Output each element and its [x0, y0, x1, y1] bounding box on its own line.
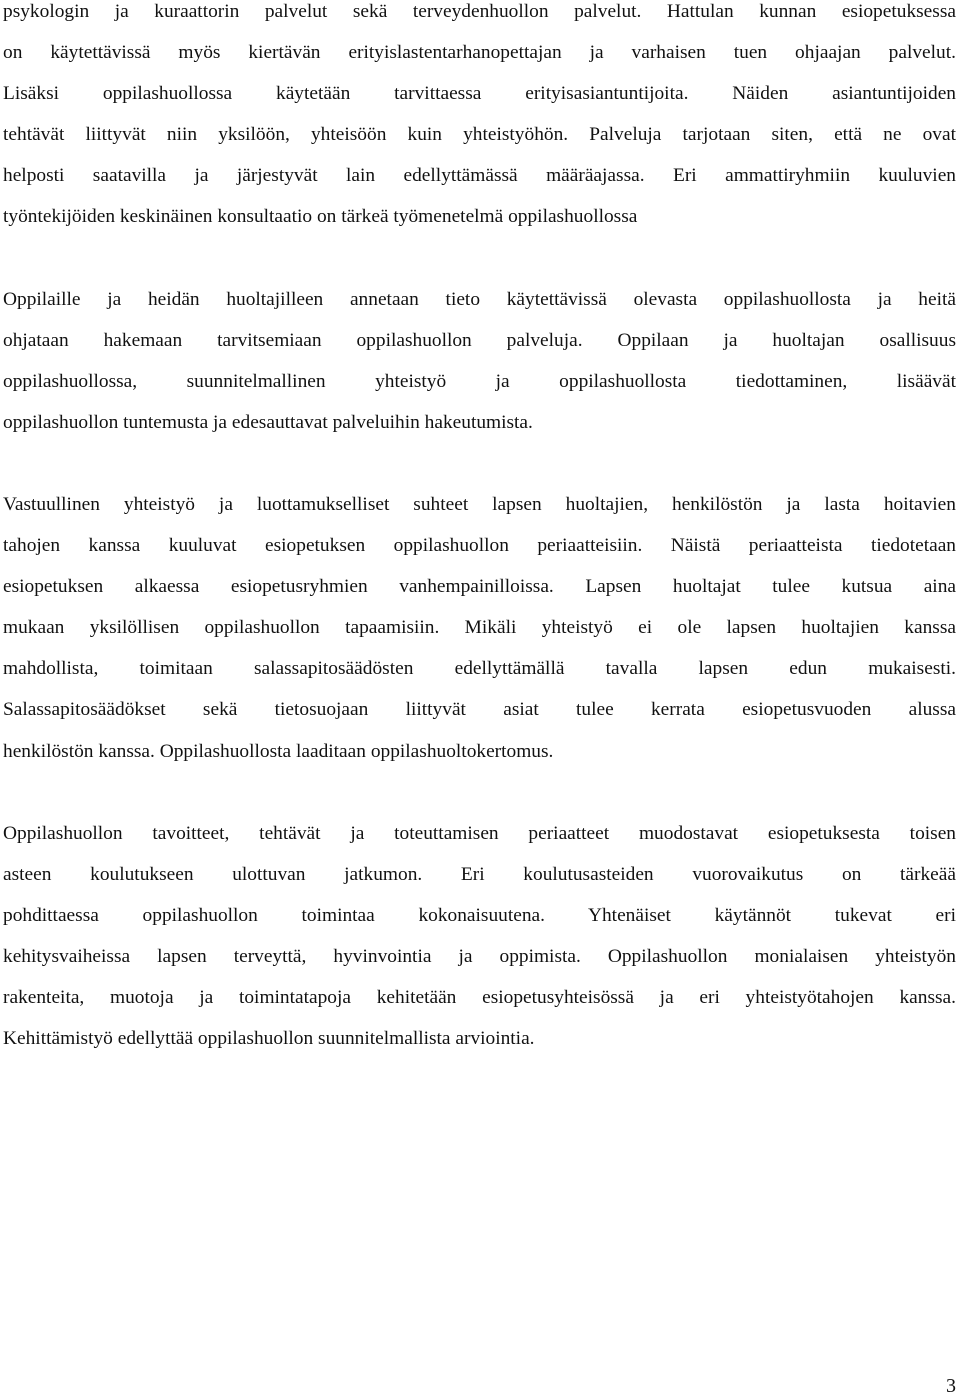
text-line: helposti saatavilla ja järjestyvät lain edellyttämässä määräajassa. Eri ammattiryhmiin kuuluvien [3, 165, 956, 187]
paragraph-goals-and-development [3, 813, 956, 1060]
document-body [3, 0, 956, 1059]
paragraph-confidential-cooperation [3, 484, 956, 772]
paragraph-spacer [3, 238, 956, 279]
text-line: pohdittaessa oppilashuollon toimintaa kokonaisuutena. Yhtenäiset käytännöt tukevat eri [3, 904, 956, 926]
text-line: Oppilashuollon tavoitteet, tehtävät ja toteuttamisen periaatteet muodostavat esiopetuksesta toisen [3, 822, 956, 844]
text-line: Oppilaille ja heidän huoltajilleen annetaan tieto käytettävissä olevasta oppilashuollosta ja heitä [3, 288, 956, 310]
text-line: mahdollista, toimitaan salassapitosäädösten edellyttämällä tavalla lapsen edun mukaisesti. [3, 658, 956, 680]
text-line: esiopetuksen alkaessa esiopetusryhmien vanhempainilloissa. Lapsen huoltajat tulee kutsua aina [3, 576, 956, 598]
text-line: työntekijöiden keskinäinen konsultaatio on tärkeä työmenetelmä oppilashuollossa [3, 206, 638, 228]
text-line: Kehittämistyö edellyttää oppilashuollon suunnitelmallista arviointia. [3, 1028, 535, 1050]
paragraph-spacer [3, 443, 956, 484]
text-line: ohjataan hakemaan tarvitsemiaan oppilashuollon palveluja. Oppilaan ja huoltajan osallisuus [3, 329, 956, 351]
text-line: Salassapitosäädökset sekä tietosuojaan liittyvät asiat tulee kerrata esiopetusvuoden alussa [3, 699, 956, 721]
text-line: tahojen kanssa kuuluvat esiopetuksen oppilashuollon periaatteisiin. Näistä periaatteista tiedotetaan [3, 535, 956, 557]
text-line: asteen koulutukseen ulottuvan jatkumon. Eri koulutusasteiden vuorovaikutus on tärkeää [3, 863, 956, 885]
text-line: oppilashuollon tuntemusta ja edesauttavat palveluihin hakeutumista. [3, 411, 533, 433]
text-line: psykologin ja kuraattorin palvelut sekä terveydenhuollon palvelut. Hattulan kunnan esiopetuksessa [3, 1, 956, 22]
paragraph-spacer [3, 772, 956, 813]
paragraph-student-welfare-services [3, 0, 956, 238]
text-line: mukaan yksilöllisen oppilashuollon tapaamisiin. Mikäli yhteistyö ei ole lapsen huoltajien kanssa [3, 617, 956, 639]
text-line: rakenteita, muotoja ja toimintatapoja kehitetään esiopetusyhteisössä ja eri yhteistyötahojen kanssa. [3, 986, 956, 1008]
text-line: on käytettävissä myös kiertävän erityislastentarhanopettajan ja varhaisen tuen ohjaajan palvelut. [3, 42, 956, 64]
text-line: Vastuullinen yhteistyö ja luottamukselliset suhteet lapsen huoltajien, henkilöstön ja lasta hoitavien [3, 493, 956, 515]
page-number: 3 [946, 1375, 956, 1397]
text-line: Lisäksi oppilashuollossa käytetään tarvittaessa erityisasiantuntijoita. Näiden asiantuntijoiden [3, 83, 956, 105]
text-line: henkilöstön kanssa. Oppilashuollosta laaditaan oppilashuoltokertomus. [3, 740, 554, 762]
paragraph-information-for-guardians [3, 279, 956, 443]
text-line: tehtävät liittyvät niin yksilöön, yhteisöön kuin yhteistyöhön. Palveluja tarjotaan siten, että ne ovat [3, 124, 956, 146]
text-line: oppilashuollossa, suunnitelmallinen yhteistyö ja oppilashuollosta tiedottaminen, lisäävät [3, 370, 956, 392]
text-line: kehitysvaiheissa lapsen terveyttä, hyvinvointia ja oppimista. Oppilashuollon monialaisen yhteistyön [3, 945, 956, 967]
